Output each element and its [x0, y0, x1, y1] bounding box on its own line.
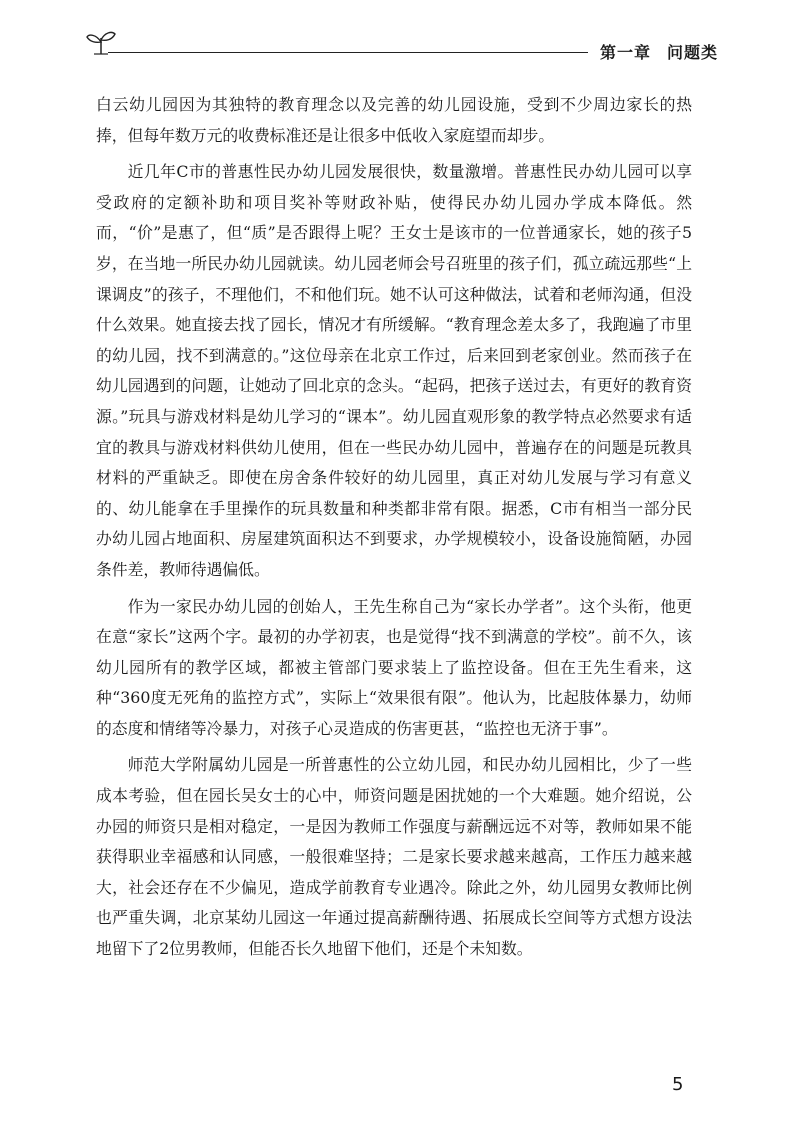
running-header [78, 28, 718, 68]
header-rule [108, 52, 588, 53]
chapter-number: 第一章 [599, 43, 651, 62]
paragraph-3: 作为一家民办幼儿园的创始人，王先生称自己为“家长办学者”。这个头衔，他更在意“家长”这两个字。最初的办学初衷，也是觉得“找不到满意的学校”。前不久，该幼儿园所有的教学区域，都被主管部门要求装上了监控设备。但在王先生看来，这种“360度无死角的监控方式”，实际上“效果很有限”。他认为，比起肢体暴力，幼师的态度和情绪等冷暴力，对孩子心灵造成的伤害更甚，“监控也无济于事”。 [96, 596, 692, 738]
chapter-title [600, 40, 718, 63]
paragraph-1: 白云幼儿园因为其独特的教育理念以及完善的幼儿园设施，受到不少周边家长的热捧，但每年数万元的收费标准还是让很多中低收入家庭望而却步。 [96, 95, 692, 145]
leaf-sprout-icon [84, 28, 118, 58]
chapter-section: 问题类 [666, 43, 718, 62]
paragraph-2: 近几年C市的普惠性民办幼儿园发展很快，数量激增。普惠性民办幼儿园可以享受政府的定额补助和项目奖补等财政补贴，使得民办幼儿园办学成本降低。然而，“价”是惠了，但“质”是否跟得上呢？王女士是该市的一位普通家长，她的孩子5岁，在当地一所民办幼儿园就读。幼儿园老师会号召班里的孩子们，孤立疏远那些“上课调皮”的孩子，不理他们，不和他们玩。她不认可这种做法，试着和老师沟通，但没什么效果。她直接去找了园长，情况才有所缓解。“教育理念差太多了，我跑遍了市里的幼儿园，找不到满意的。”这位母亲在北京工作过，后来回到老家创业。然而孩子在幼儿园遇到的问题，让她动了回北京的念头。“起码，把孩子送过去，有更好的教育资源。”玩具与游戏材料是幼儿学习的“课本”。幼儿园直观形象的教学特点必然要求有适宜的教具与游戏材料供幼儿使用，但在一些民办幼儿园中，普遍存在的问题是玩教具材料的严重缺乏。即使在房舍条件较好的幼儿园里，真正对幼儿发展与学习有意义的、幼儿能拿在手里操作的玩具数量和种类都非常有限。据悉，C市有相当一部分民办幼儿园占地面积、房屋建筑面积达不到要求，办学规模较小，设备设施简陋，办园条件差，教师待遇偏低。 [96, 162, 692, 579]
page-number: 5 [672, 1074, 684, 1095]
body-text [96, 90, 692, 965]
paragraph-4: 师范大学附属幼儿园是一所普惠性的公立幼儿园，和民办幼儿园相比，少了一些成本考验，但在园长吴女士的心中，师资问题是困扰她的一个大难题。她介绍说，公办园的师资只是相对稳定，一是因为教师工作强度与薪酬远远不对等，教师如果不能获得职业幸福感和认同感，一般很难坚持；二是家长要求越来越高，工作压力越来越大，社会还存在不少偏见，造成学前教育专业遇冷。除此之外，幼儿园男女教师比例也严重失调，北京某幼儿园这一年通过提高薪酬待遇、拓展成长空间等方式想方设法地留下了2位男教师，但能否长久地留下他们，还是个未知数。 [96, 755, 692, 959]
